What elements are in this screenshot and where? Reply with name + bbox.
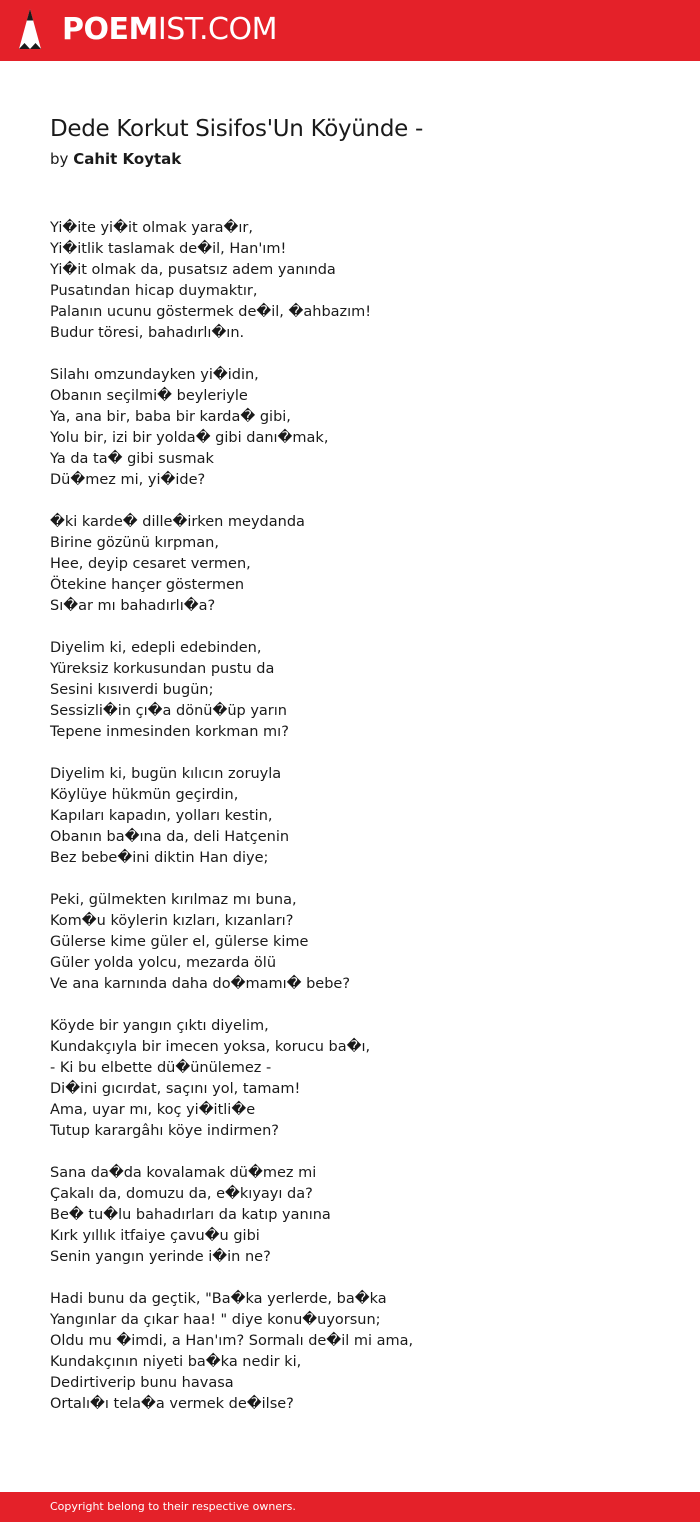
logo-bold-part: POEM (62, 12, 158, 47)
poem-stanza (50, 1016, 670, 1142)
poem-line: Hee, deyip cesaret vermen, (50, 556, 251, 572)
poem-line: Hadi bunu da geçtik, "Ba�ka yerlerde, ba�ka (50, 1291, 387, 1307)
pencil-icon (18, 9, 42, 51)
poem-line: Köyde bir yangın çıktı diyelim, (50, 1018, 269, 1034)
poem-line: Pusatından hicap duymaktır, (50, 283, 258, 299)
poem-stanza (50, 1163, 670, 1268)
poem-line: Sana da�da kovalamak dü�mez mi (50, 1165, 317, 1181)
poem-line: Kom�u köylerin kızları, kızanları? (50, 913, 294, 929)
poem-line: Sesini kısıverdi bugün; (50, 682, 214, 698)
site-footer (0, 1492, 700, 1522)
poem-line: Yi�itlik taslamak de�il, Han'ım! (50, 241, 287, 257)
poem-line: Gülerse kime güler el, gülerse kime (50, 934, 309, 950)
byline (50, 150, 181, 168)
poem-line: Kırk yıllık itfaiye çavu�u gibi (50, 1228, 260, 1244)
by-label: by (50, 150, 69, 168)
poem-stanza (50, 764, 670, 869)
poem-line: Budur töresi, bahadırlı�ın. (50, 325, 245, 341)
poem-line: Yolu bir, izi bir yolda� gibi danı�mak, (50, 430, 329, 446)
poem-line: Çakalı da, domuzu da, e�kıyayı da? (50, 1186, 313, 1202)
poem-line: Ve ana karnında daha do�mamı� bebe? (50, 976, 351, 992)
poem-line: Sı�ar mı bahadırlı�a? (50, 598, 216, 614)
poem-stanza (50, 638, 670, 743)
poem-line: Ya, ana bir, baba bir karda� gibi, (50, 409, 291, 425)
poem-line: Palanın ucunu göstermek de�il, �ahbazım! (50, 304, 372, 320)
poem-line: Tepene inmesinden korkman mı? (50, 724, 289, 740)
poem-line: �ki karde� dille�irken meydanda (50, 514, 305, 530)
poem-stanza (50, 512, 670, 617)
poem-line: Birine gözünü kırpman, (50, 535, 219, 551)
poem-line: Obanın seçilmi� beyleriyle (50, 388, 248, 404)
poem-stanza (50, 1289, 670, 1415)
poem-line: Oldu mu �imdi, a Han'ım? Sormalı de�il mi ama, (50, 1333, 414, 1349)
poem-line: Köylüye hükmün geçirdin, (50, 787, 239, 803)
poem-line: Tutup karargâhı köye indirmen? (50, 1123, 279, 1139)
poem-line: Peki, gülmekten kırılmaz mı buna, (50, 892, 297, 908)
poem-line: Yangınlar da çıkar haa! " diye konu�uyorsun; (50, 1312, 381, 1328)
poem-line: Senin yangın yerinde i�in ne? (50, 1249, 271, 1265)
poem-line: Dedirtiverip bunu havasa (50, 1375, 234, 1391)
poem-line: Diyelim ki, edepli edebinden, (50, 640, 262, 656)
site-logo[interactable] (0, 0, 277, 61)
poem-line: Obanın ba�ına da, deli Hatçenin (50, 829, 290, 845)
poem-body (50, 218, 670, 1436)
poem-stanza (50, 890, 670, 995)
poem-line: Ya da ta� gibi susmak (50, 451, 214, 467)
poem-line: Sessizli�in çı�a dönü�üp yarın (50, 703, 287, 719)
poem-line: Yüreksiz korkusundan pustu da (50, 661, 275, 677)
poem-stanza (50, 218, 670, 344)
poem-title: Dede Korkut Sisifos'Un Köyünde - (50, 116, 423, 142)
poem-line: Yi�it olmak da, pusatsız adem yanında (50, 262, 336, 278)
poem-line: Güler yolda yolcu, mezarda ölü (50, 955, 277, 971)
poem-line: Diyelim ki, bugün kılıcın zoruyla (50, 766, 282, 782)
poem-line: Kundakçıyla bir imecen yoksa, korucu ba�ı, (50, 1039, 371, 1055)
poem-line: Yi�ite yi�it olmak yara�ır, (50, 220, 253, 236)
copyright-notice: Copyright belong to their respective owners. (50, 1500, 296, 1513)
site-logo-text (62, 12, 277, 48)
poem-line: Di�ini gıcırdat, saçını yol, tamam! (50, 1081, 301, 1097)
poem-line: Be� tu�lu bahadırları da katıp yanına (50, 1207, 331, 1223)
author-name[interactable]: Cahit Koytak (73, 150, 182, 168)
logo-light-part: IST.COM (157, 12, 277, 47)
site-header (0, 0, 700, 61)
poem-line: Ortalı�ı tela�a vermek de�ilse? (50, 1396, 294, 1412)
poem-stanza (50, 365, 670, 491)
poem-line: Silahı omzundayken yi�idin, (50, 367, 259, 383)
poem-line: Ötekine hançer göstermen (50, 577, 245, 593)
poem-line: - Ki bu elbette dü�ünülemez - (50, 1060, 272, 1076)
poem-line: Dü�mez mi, yi�ide? (50, 472, 206, 488)
poem-line: Bez bebe�ini diktin Han diye; (50, 850, 269, 866)
poem-line: Kundakçının niyeti ba�ka nedir ki, (50, 1354, 302, 1370)
poem-line: Ama, uyar mı, koç yi�itli�e (50, 1102, 256, 1118)
poem-line: Kapıları kapadın, yolları kestin, (50, 808, 273, 824)
